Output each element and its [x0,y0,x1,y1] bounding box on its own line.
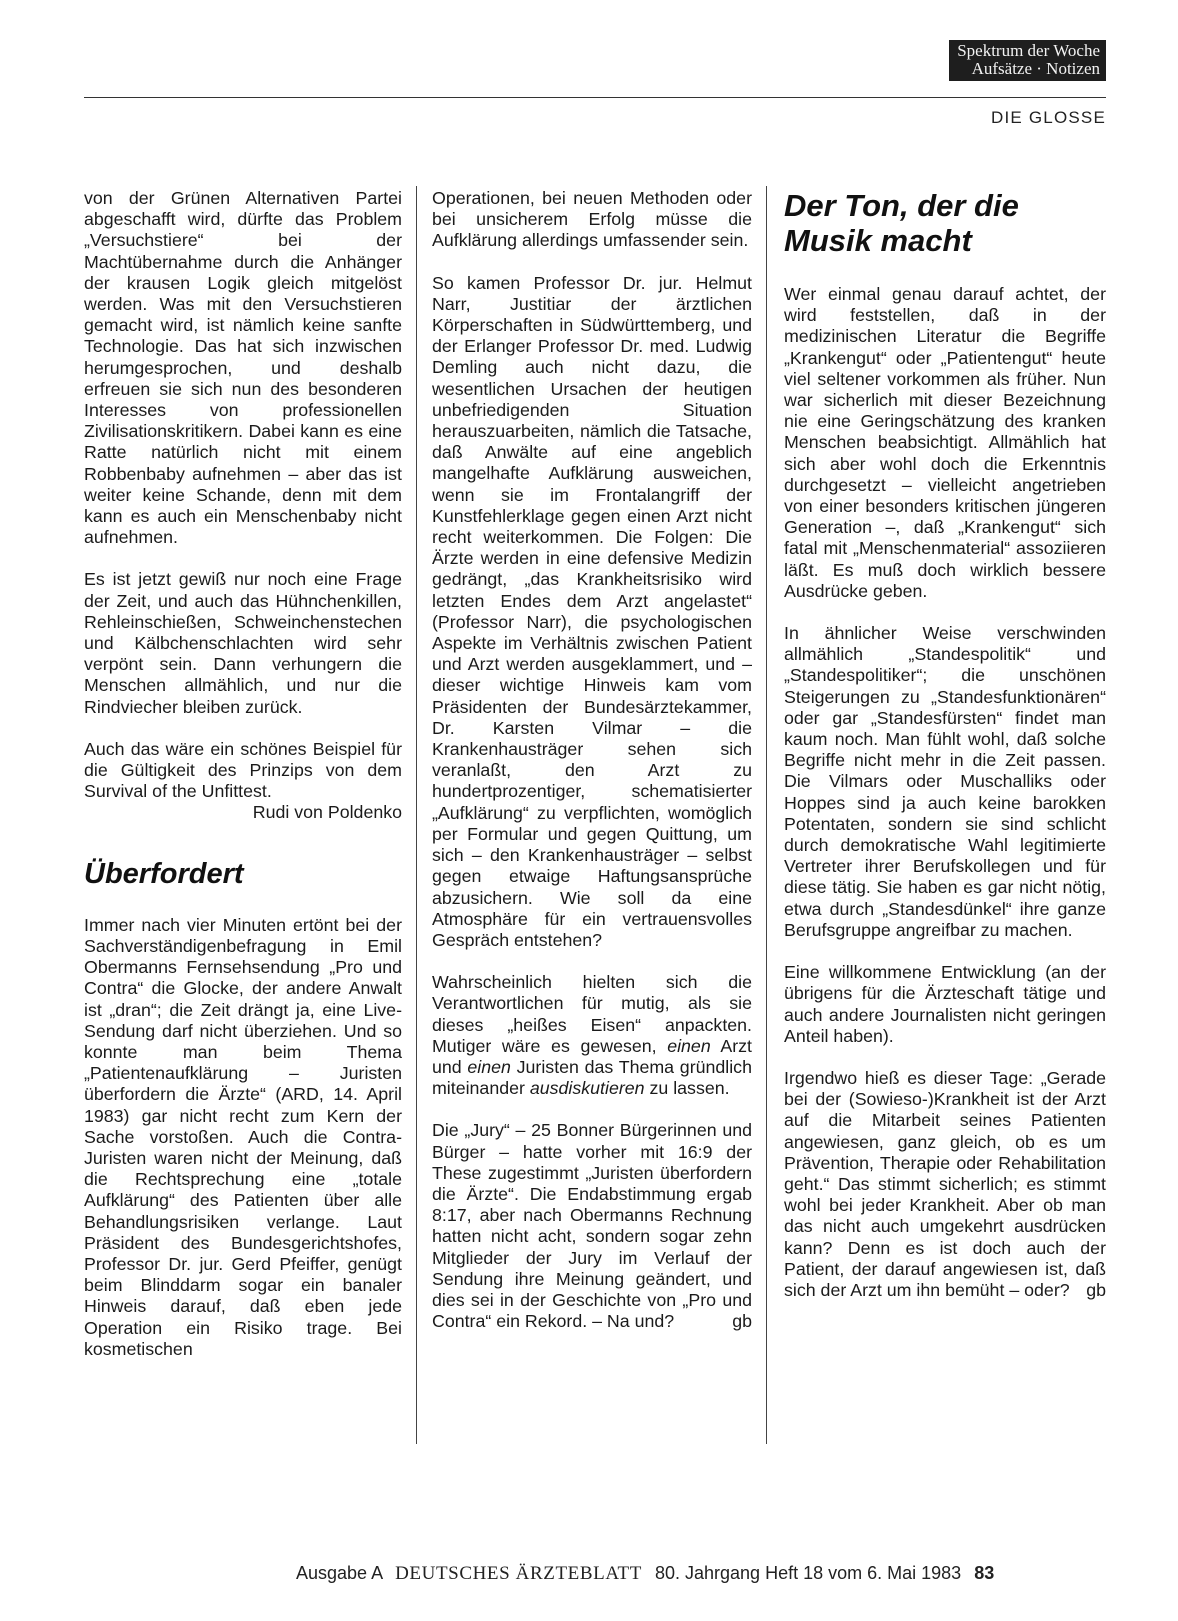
article-headline: Überfordert [84,857,244,890]
paragraph-text: Die „Jury“ – 25 Bonner Bürgerinnen und Bürger – hatte vorher mit 16:9 der These zugestimmt „Juristen überfordern die Ärzte“. Die Endabstimmung ergab 8:17, aber nach Obermanns Rechnung hatten nicht acht, sondern sogar zehn Mitglieder der Jury im Verlauf der Sendung ihre Meinung geändert, und dies sei in der Geschichte von „Pro und Contra“ ein Rekord. – Na und? [432,1120,752,1332]
paragraph: von der Grünen Alternativen Partei abgeschafft wird, dürfte das Problem „Versuchstiere“ bei der Machtübernahme durch die Anhänger der krausen Logik gleich mitgelöst werden. Was mit den Versuchstieren gemacht wird, ist nämlich keine sanfte Technologie. Das hat sich inzwischen herumgesprochen, und deshalb erfreuen sie sich nun des besonderen Interesses von professionellen Zivilisationskritikern. Dabei kann es eine Ratte natürlich nicht mit einem Robbenbaby aufnehmen – aber das ist weiter keine Schande, denn mit dem kann es auch ein Menschenbaby nicht aufnehmen. [84,188,402,548]
paragraph-text: Auch das wäre ein schönes Beispiel für die Gültigkeit des Prinzips von dem Survival of the Unfittest. [84,738,402,802]
column-divider [766,186,767,1444]
header-rule [84,97,1106,98]
author-initials: gb [1086,1279,1106,1300]
text-run: Juristen das Thema gründlich miteinander [432,1056,752,1099]
author-initials: gb [732,1311,752,1332]
emphasis: einen [667,1035,711,1056]
paragraph: So kamen Professor Dr. jur. Helmut Narr, Justitiar der ärztlichen Körperschaften in Südwürttemberg, und der Erlanger Professor Dr. med. Ludwig Demling auch nicht dazu, die wesentlichen Ursachen der heutigen unbefriedigenden Situation herauszuarbeiten, nämlich die Tatsache, daß Anwälte auf eine angeblich mangelhafte Aufklärung ausweichen, wenn sie im Frontalangriff der Kunstfehlerklage gegen einen Arzt nicht recht weiterkommen. Die Folgen: Die Ärzte werden in eine defensive Medizin gedrängt, „das Krankheitsrisiko wird letzten Endes dem Arzt angelastet“ (Professor Narr), die psychologischen Aspekte im Verhältnis zwischen Patient und Arzt werden ausgeklammert, und – dieser wichtige Hinweis kam vom Präsidenten der Bundesärztekammer, Dr. Karsten Vilmar – die Krankenhausträger sehen sich veranlaßt, den Arzt zu hundertprozentiger, schematisierter „Aufklärung“ zu verpflichten, womöglich per Formular und gegen Quittung, um sich – den Krankenhausträger – selbst gegen etwaige Haftungsansprüche abzusichern. Wie soll da eine Atmosphäre für ein vertrauensvolles Gespräch entstehen? [432,272,752,950]
emphasis: einen [467,1056,511,1077]
paragraph [432,972,752,1099]
author-signature: Rudi von Poldenko [252,802,402,823]
journal-name: DEUTSCHES ÄRZTEBLATT [395,1563,642,1584]
paragraph: Operationen, bei neuen Methoden oder bei unsicherem Erfolg müsse die Aufklärung allerdings umfassender sein. [432,188,752,251]
text-run: Arzt und [432,1035,752,1077]
paragraph-with-author [84,739,402,824]
paragraph-text: Irgendwo hieß es dieser Tage: „Gerade bei der (Sowieso-)Krankheit ist der Arzt auf die Mitarbeit seines Patienten angewiesen, ganz gleich, ob es um Prävention, Therapie oder Rehabilitation geht.“ Das stimmt sicherlich; es stimmt wohl bei jeder Krankheit. Aber ob man das nicht auch umgekehrt ausdrücken kann? Denn es ist doch auch der Patient, der darauf angewiesen ist, daß sich der Arzt um ihn bemüht – oder? [784,1067,1106,1300]
column-divider [416,186,417,1444]
paragraph-with-signoff [784,1068,1106,1301]
rubric-label: DIE GLOSSE [991,108,1106,127]
paragraph: In ähnlicher Weise verschwinden allmählich „Standespolitik“ und „Standespolitiker“; die unschönen Steigerungen zu „Standesfunktionären“ oder gar „Standesfürsten“ findet man kaum noch. Man fühlt wohl, daß solche Begriffe nicht mehr in die Zeit passen. Die Vilmars oder Muschalliks oder Hoppes sind ja auch keine barokken Potentaten, sondern sie sind schlicht durch demokratische Wahl legitimierte Vertreter ihrer Berufskollegen und für diese tätig. Sie haben es gar nicht nötig, etwa durch „Standesdünkel“ ihre ganze Berufsgruppe angreifbar zu machen. [784,623,1106,940]
section-title: Spektrum der Woche [957,41,1100,60]
column-right [784,188,1106,1322]
paragraph: Es ist jetzt gewiß nur noch eine Frage der Zeit, und auch das Hühnchenkillen, Rehleinschießen, Schweinchenstechen und Kälbchenschlachten wird sehr verpönt sein. Dann verhungern die Menschen allmählich, und nur die Rindviecher bleiben zurück. [84,569,402,717]
column-middle [432,188,752,1353]
paragraph: Eine willkommene Entwicklung (an der übrigens für die Ärzteschaft tätige und auch andere Journalisten nicht geringen Anteil haben). [784,962,1106,1046]
paragraph: Immer nach vier Minuten ertönt bei der Sachverständigenbefragung in Emil Obermanns Fernsehsendung „Pro und Contra“ die Glocke, der andere Anwalt ist „dran“; die Zeit drängt ja, eine Live-Sendung darf nicht überziehen. Und so konnte man beim Thema „Patientenaufklärung – Juristen überfordern die Ärzte“ (ARD, 14. April 1983) gar nicht recht zum Kern der Sache vorstoßen. Auch die Contra-Juristen waren nicht der Meinung, daß die Rechtsprechung eine „totale Aufklärung“ des Patienten über alle Behandlungsrisiken verlange. Laut Präsident des Bundesgerichtshofes, Professor Dr. jur. Gerd Pfeiffer, genügt beim Blinddarm sogar ein banaler Hinweis darauf, daß eben jede Operation ein Risiko trage. Bei kosmetischen [84,914,402,1359]
emphasis: ausdiskutieren [529,1078,645,1099]
paragraph-with-signoff [432,1120,752,1332]
text-run: Wahrscheinlich hielten sich die Verantwortlichen für mutig, als sie dieses „heißes Eisen“ anpackten. Mutiger wäre es gewesen, [432,972,752,1056]
section-badge [949,40,1106,81]
page-footer [296,1563,994,1585]
column-left [84,188,402,1381]
paragraph: Wer einmal genau darauf achtet, der wird feststellen, daß in der medizinischen Literatur die Begriffe „Krankengut“ oder „Patientengut“ heute viel seltener vorkommen als früher. Nun war sicherlich mit dieser Bezeichnung nie eine Geringschätzung des kranken Menschen beabsichtigt. Allmählich hat sich aber wohl doch die Erkenntnis durchgesetzt – vielleicht angetrieben von einer besonders kritischen jüngeren Generation –, daß „Krankengut“ sich fatal mit „Menschenmaterial“ assoziieren läßt. Es muß doch wirklich bessere Ausdrücke geben. [784,284,1106,601]
text-run: zu lassen. [649,1078,730,1099]
article-headline: Der Ton, der die Musik macht [784,188,1019,258]
section-subtitle: Aufsätze · Notizen [971,59,1100,78]
edition-label: Ausgabe A [296,1563,383,1583]
issue-info: 80. Jahrgang Heft 18 vom 6. Mai 1983 [654,1563,962,1583]
page-number: 83 [974,1563,995,1583]
